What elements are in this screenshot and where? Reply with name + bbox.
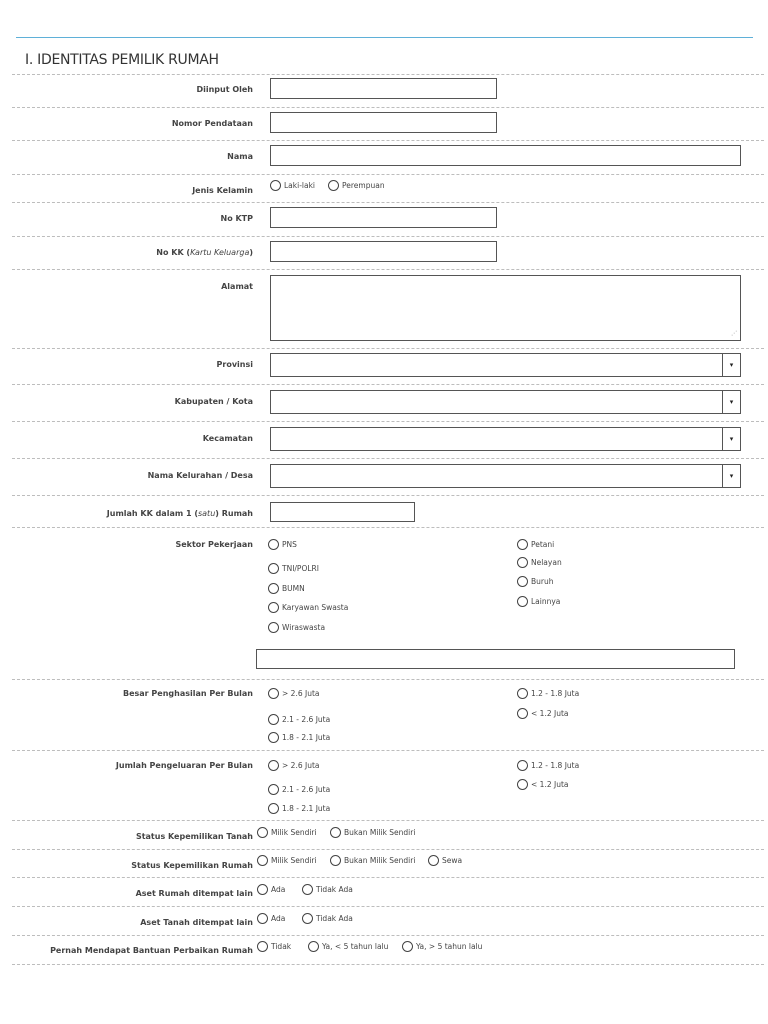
kabupaten-select[interactable] — [270, 390, 741, 414]
radio-penghasilan-gt-2-6[interactable]: > 2.6 Juta — [268, 688, 319, 699]
radio-circle-icon[interactable] — [268, 563, 279, 574]
row-divider — [12, 107, 764, 108]
radio-pengeluaran-2-1-2-6[interactable]: 2.1 - 2.6 Juta — [268, 784, 330, 795]
label-no-ktp: No KTP — [220, 214, 253, 223]
radio-circle-icon[interactable] — [517, 708, 528, 719]
alamat-textarea[interactable] — [270, 275, 741, 341]
radio-circle-icon[interactable] — [257, 855, 268, 866]
resize-grip-icon[interactable]: ⋰ — [731, 330, 737, 337]
radio-circle-icon[interactable] — [328, 180, 339, 191]
row-divider — [12, 236, 764, 237]
label-status-tanah: Status Kepemilikan Tanah — [135, 832, 253, 841]
label-pengeluaran: Jumlah Pengeluaran Per Bulan — [115, 761, 253, 770]
kelurahan-select[interactable] — [270, 464, 741, 488]
radio-circle-icon[interactable] — [302, 913, 313, 924]
label-kecamatan: Kecamatan — [202, 434, 253, 443]
sektor-lainnya-input[interactable] — [256, 649, 735, 669]
row-divider — [12, 174, 764, 175]
radio-circle-icon[interactable] — [257, 941, 268, 952]
no-ktp-input[interactable] — [270, 207, 497, 228]
caret-down-icon[interactable]: ▾ — [722, 354, 740, 376]
radio-circle-icon[interactable] — [302, 884, 313, 895]
label-provinsi: Provinsi — [216, 360, 253, 369]
radio-pengeluaran-lt-1-2[interactable]: < 1.2 Juta — [517, 779, 568, 790]
label-sektor-pekerjaan: Sektor Pekerjaan — [175, 540, 253, 549]
jumlah-kk-input[interactable] — [270, 502, 415, 522]
radio-aset-rumah-tidak-ada[interactable]: Tidak Ada — [302, 884, 353, 895]
radio-circle-icon[interactable] — [330, 855, 341, 866]
row-divider — [12, 679, 764, 680]
radio-karyawan-swasta[interactable]: Karyawan Swasta — [268, 602, 348, 613]
header-divider — [16, 37, 753, 38]
radio-tanah-milik-sendiri[interactable]: Milik Sendiri — [257, 827, 317, 838]
radio-circle-icon[interactable] — [517, 539, 528, 550]
radio-circle-icon[interactable] — [268, 602, 279, 613]
radio-penghasilan-1-8-2-1[interactable]: 1.8 - 2.1 Juta — [268, 732, 330, 743]
radio-circle-icon[interactable] — [517, 779, 528, 790]
radio-circle-icon[interactable] — [517, 576, 528, 587]
provinsi-select[interactable] — [270, 353, 741, 377]
radio-aset-rumah-ada[interactable]: Ada — [257, 884, 285, 895]
row-divider — [12, 935, 764, 936]
radio-circle-icon[interactable] — [268, 539, 279, 550]
label-no-kk: No KK (Kartu Keluarga) — [156, 248, 253, 257]
label-status-rumah: Status Kepemilikan Rumah — [131, 861, 253, 870]
radio-circle-icon[interactable] — [268, 760, 279, 771]
radio-nelayan[interactable]: Nelayan — [517, 557, 562, 568]
radio-pengeluaran-1-8-2-1[interactable]: 1.8 - 2.1 Juta — [268, 803, 330, 814]
radio-bantuan-tidak[interactable]: Tidak — [257, 941, 291, 952]
radio-circle-icon[interactable] — [268, 622, 279, 633]
radio-circle-icon[interactable] — [517, 557, 528, 568]
radio-circle-icon[interactable] — [257, 827, 268, 838]
radio-circle-icon[interactable] — [270, 180, 281, 191]
row-divider — [12, 269, 764, 270]
row-divider — [12, 906, 764, 907]
radio-circle-icon[interactable] — [330, 827, 341, 838]
radio-pns[interactable]: PNS — [268, 539, 297, 550]
radio-circle-icon[interactable] — [268, 732, 279, 743]
label-jumlah-kk: Jumlah KK dalam 1 (satu) Rumah — [106, 509, 253, 518]
radio-circle-icon[interactable] — [517, 596, 528, 607]
label-aset-tanah: Aset Tanah ditempat lain — [140, 918, 253, 927]
row-divider — [12, 849, 764, 850]
radio-circle-icon[interactable] — [268, 583, 279, 594]
radio-petani[interactable]: Petani — [517, 539, 554, 550]
radio-circle-icon[interactable] — [257, 913, 268, 924]
radio-bantuan-lt-5[interactable]: Ya, < 5 tahun lalu — [308, 941, 388, 952]
radio-circle-icon[interactable] — [428, 855, 439, 866]
radio-rumah-milik-sendiri[interactable]: Milik Sendiri — [257, 855, 317, 866]
radio-pengeluaran-1-2-1-8[interactable]: 1.2 - 1.8 Juta — [517, 760, 579, 771]
row-divider — [12, 384, 764, 385]
row-divider — [12, 750, 764, 751]
radio-tanah-bukan-milik[interactable]: Bukan Milik Sendiri — [330, 827, 415, 838]
radio-penghasilan-1-2-1-8[interactable]: 1.2 - 1.8 Juta — [517, 688, 579, 699]
nomor-pendataan-input[interactable] — [270, 112, 497, 133]
radio-penghasilan-2-1-2-6[interactable]: 2.1 - 2.6 Juta — [268, 714, 330, 725]
radio-aset-tanah-tidak-ada[interactable]: Tidak Ada — [302, 913, 353, 924]
radio-bumn[interactable]: BUMN — [268, 583, 305, 594]
row-divider — [12, 140, 764, 141]
label-penghasilan: Besar Penghasilan Per Bulan — [123, 689, 253, 698]
row-divider — [12, 877, 764, 878]
row-divider — [12, 964, 764, 965]
label-kelurahan: Nama Kelurahan / Desa — [147, 471, 253, 480]
radio-aset-tanah-ada[interactable]: Ada — [257, 913, 285, 924]
label-alamat: Alamat — [221, 282, 253, 291]
radio-circle-icon[interactable] — [517, 760, 528, 771]
row-divider — [12, 74, 764, 75]
section-title: I. IDENTITAS PEMILIK RUMAH — [25, 52, 219, 68]
radio-lainnya[interactable]: Lainnya — [517, 596, 560, 607]
label-nama: Nama — [227, 152, 253, 161]
caret-down-icon[interactable]: ▾ — [722, 428, 740, 450]
radio-circle-icon[interactable] — [517, 688, 528, 699]
label-kabupaten: Kabupaten / Kota — [174, 397, 253, 406]
radio-perempuan[interactable]: Perempuan — [328, 180, 385, 191]
row-divider — [12, 820, 764, 821]
radio-tni-polri[interactable]: TNI/POLRI — [268, 563, 319, 574]
no-kk-input[interactable] — [270, 241, 497, 262]
radio-circle-icon[interactable] — [268, 714, 279, 725]
radio-circle-icon[interactable] — [268, 784, 279, 795]
radio-circle-icon[interactable] — [308, 941, 319, 952]
radio-buruh[interactable]: Buruh — [517, 576, 554, 587]
row-divider — [12, 348, 764, 349]
caret-down-icon[interactable]: ▾ — [722, 465, 740, 487]
radio-circle-icon[interactable] — [268, 803, 279, 814]
nama-input[interactable] — [270, 145, 741, 166]
label-diinput-oleh: Diinput Oleh — [196, 85, 253, 94]
label-jenis-kelamin: Jenis Kelamin — [192, 186, 253, 195]
caret-down-icon[interactable]: ▾ — [722, 391, 740, 413]
radio-circle-icon[interactable] — [402, 941, 413, 952]
radio-circle-icon[interactable] — [257, 884, 268, 895]
radio-bantuan-gt-5[interactable]: Ya, > 5 tahun lalu — [402, 941, 482, 952]
radio-rumah-sewa[interactable]: Sewa — [428, 855, 462, 866]
row-divider — [12, 458, 764, 459]
radio-rumah-bukan-milik[interactable]: Bukan Milik Sendiri — [330, 855, 415, 866]
label-bantuan: Pernah Mendapat Bantuan Perbaikan Rumah — [50, 946, 253, 955]
diinput-oleh-input[interactable] — [270, 78, 497, 99]
kecamatan-select[interactable] — [270, 427, 741, 451]
radio-laki-laki[interactable]: Laki-laki — [270, 180, 315, 191]
radio-circle-icon[interactable] — [268, 688, 279, 699]
radio-pengeluaran-gt-2-6[interactable]: > 2.6 Juta — [268, 760, 319, 771]
radio-penghasilan-lt-1-2[interactable]: < 1.2 Juta — [517, 708, 568, 719]
label-nomor-pendataan: Nomor Pendataan — [171, 119, 253, 128]
row-divider — [12, 202, 764, 203]
row-divider — [12, 421, 764, 422]
label-aset-rumah: Aset Rumah ditempat lain — [135, 889, 253, 898]
radio-wiraswasta[interactable]: Wiraswasta — [268, 622, 325, 633]
row-divider — [12, 527, 764, 528]
row-divider — [12, 495, 764, 496]
